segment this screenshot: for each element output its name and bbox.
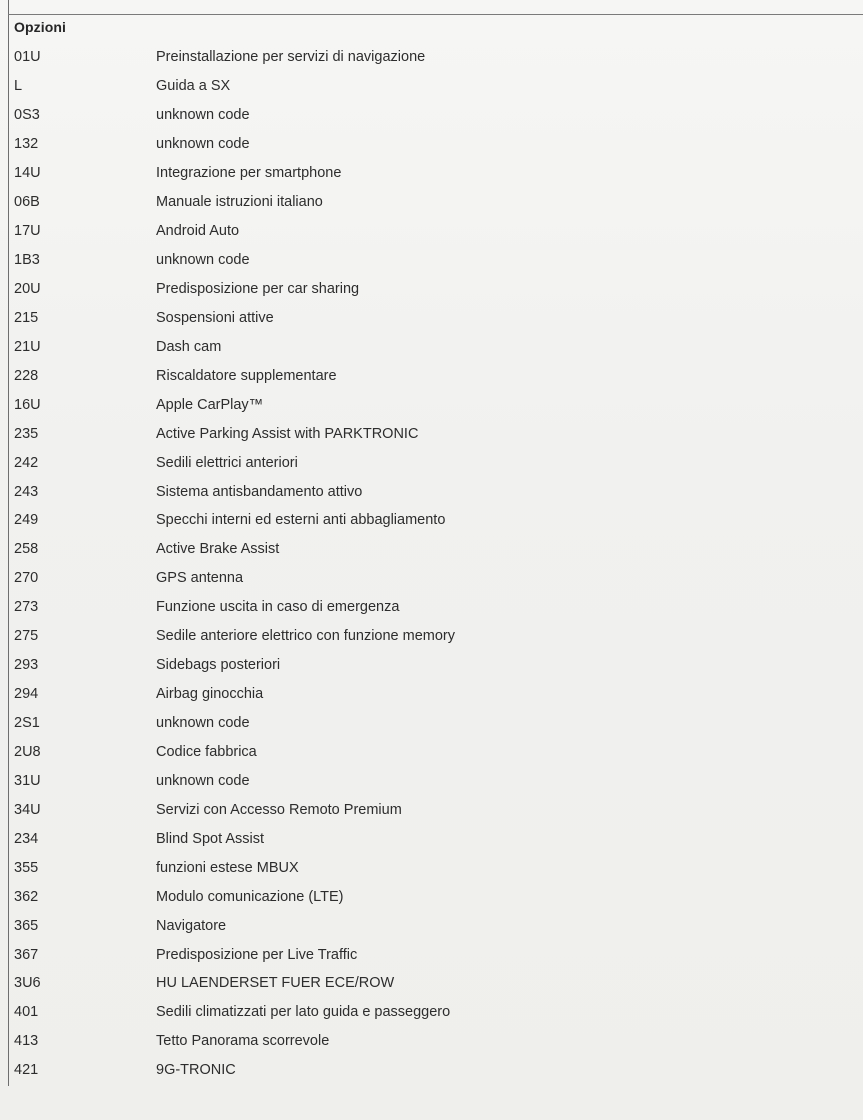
option-code: 401	[14, 1004, 39, 1021]
option-code: 362	[14, 888, 39, 905]
option-description: Codice fabbrica	[156, 743, 257, 760]
option-description: Predisposizione per Live Traffic	[156, 946, 358, 963]
option-code: 273	[14, 599, 39, 616]
table-row	[14, 246, 854, 275]
option-code: 0S3	[14, 107, 40, 124]
option-code: 413	[14, 1033, 39, 1050]
option-code: L	[14, 78, 23, 95]
table-row	[14, 188, 854, 217]
option-code: 34U	[14, 801, 41, 818]
table-row	[14, 101, 854, 130]
option-description: Sidebags posteriori	[156, 657, 281, 674]
table-row	[14, 448, 854, 477]
table-row	[14, 622, 854, 651]
option-description: GPS antenna	[156, 570, 244, 587]
option-code: 270	[14, 570, 39, 587]
option-code: 20U	[14, 280, 41, 297]
option-code: 01U	[14, 49, 41, 66]
option-code: 1B3	[14, 252, 40, 269]
option-code: 21U	[14, 338, 41, 355]
table-row	[14, 506, 854, 535]
option-description: unknown code	[156, 136, 250, 153]
table-row	[14, 43, 854, 72]
option-code: 293	[14, 657, 39, 674]
table-row	[14, 1056, 854, 1085]
option-code: 17U	[14, 223, 41, 240]
table-row	[14, 217, 854, 246]
table-row	[14, 130, 854, 159]
option-description: Dash cam	[156, 338, 222, 355]
table-row	[14, 824, 854, 853]
option-description: Predisposizione per car sharing	[156, 280, 360, 297]
option-description: unknown code	[156, 715, 250, 732]
option-code: 228	[14, 367, 39, 384]
option-description: Apple CarPlay™	[156, 396, 264, 413]
table-row	[14, 998, 854, 1027]
option-code: 234	[14, 830, 39, 847]
option-code: 2U8	[14, 743, 41, 760]
option-description: Integrazione per smartphone	[156, 165, 342, 182]
table-row	[14, 709, 854, 738]
option-description: Airbag ginocchia	[156, 686, 264, 703]
option-code: 3U6	[14, 975, 41, 992]
table-row	[14, 303, 854, 332]
option-description: Active Parking Assist with PARKTRONIC	[156, 425, 419, 442]
table-row	[14, 738, 854, 767]
table-row	[14, 882, 854, 911]
options-table	[14, 43, 854, 1085]
table-row	[14, 766, 854, 795]
option-code: 242	[14, 454, 39, 471]
table-row	[14, 159, 854, 188]
table-row	[14, 361, 854, 390]
table-row	[14, 680, 854, 709]
table-row	[14, 535, 854, 564]
option-code: 249	[14, 512, 39, 529]
option-code: 14U	[14, 165, 41, 182]
table-row	[14, 390, 854, 419]
option-description: Modulo comunicazione (LTE)	[156, 888, 344, 905]
option-description: Sedili elettrici anteriori	[156, 454, 298, 471]
option-code: 367	[14, 946, 39, 963]
option-description: Blind Spot Assist	[156, 830, 264, 847]
option-code: 16U	[14, 396, 41, 413]
option-code: 215	[14, 309, 39, 326]
option-code: 243	[14, 483, 39, 500]
option-code: 06B	[14, 194, 40, 211]
option-description: Android Auto	[156, 223, 240, 240]
option-code: 132	[14, 136, 39, 153]
table-row	[14, 853, 854, 882]
table-row	[14, 911, 854, 940]
option-description: Sistema antisbandamento attivo	[156, 483, 363, 500]
option-code: 365	[14, 917, 39, 934]
table-row	[14, 969, 854, 998]
table-row	[14, 419, 854, 448]
option-code: 235	[14, 425, 39, 442]
option-description: Navigatore	[156, 917, 227, 934]
option-description: funzioni estese MBUX	[156, 859, 299, 876]
option-description: unknown code	[156, 107, 250, 124]
option-code: 275	[14, 628, 39, 645]
option-description: Manuale istruzioni italiano	[156, 194, 323, 211]
option-code: 294	[14, 686, 39, 703]
table-row	[14, 332, 854, 361]
option-description: Riscaldatore supplementare	[156, 367, 337, 384]
options-header: Opzioni	[14, 19, 67, 35]
option-description: Sedile anteriore elettrico con funzione memory	[156, 628, 456, 645]
option-description: unknown code	[156, 252, 250, 269]
option-description: unknown code	[156, 772, 250, 789]
option-description: 9G-TRONIC	[156, 1062, 236, 1079]
table-row	[14, 477, 854, 506]
option-description: HU LAENDERSET FUER ECE/ROW	[156, 975, 395, 992]
option-code: 31U	[14, 772, 41, 789]
table-row	[14, 1027, 854, 1056]
option-description: Preinstallazione per servizi di navigazione	[156, 49, 426, 66]
option-description: Funzione uscita in caso di emergenza	[156, 599, 400, 616]
table-row	[14, 275, 854, 304]
option-description: Specchi interni ed esterni anti abbagliamento	[156, 512, 446, 529]
table-row	[14, 795, 854, 824]
table-top-border	[8, 14, 863, 15]
option-code: 421	[14, 1062, 39, 1079]
table-row	[14, 564, 854, 593]
option-code: 258	[14, 541, 39, 558]
option-code: 355	[14, 859, 39, 876]
option-description: Sospensioni attive	[156, 309, 274, 326]
table-left-border	[8, 0, 9, 1086]
option-description: Servizi con Accesso Remoto Premium	[156, 801, 402, 818]
option-description: Tetto Panorama scorrevole	[156, 1033, 330, 1050]
table-row	[14, 72, 854, 101]
table-row	[14, 940, 854, 969]
table-row	[14, 651, 854, 680]
option-description: Active Brake Assist	[156, 541, 280, 558]
table-row	[14, 593, 854, 622]
option-code: 2S1	[14, 715, 40, 732]
option-description: Guida a SX	[156, 78, 231, 95]
option-description: Sedili climatizzati per lato guida e passeggero	[156, 1004, 451, 1021]
